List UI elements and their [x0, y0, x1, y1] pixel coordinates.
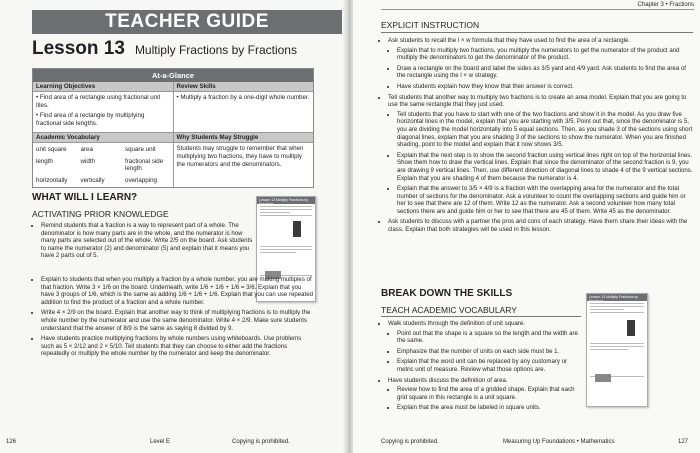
page-number-right: 127	[678, 439, 689, 445]
list-item: • Point out that the shape is a square so the length and the width are the same.	[397, 330, 585, 345]
vocab-term: fractional side length	[125, 158, 164, 172]
vocab-heading: Academic Vocabulary	[33, 133, 173, 143]
page-number-left: 126	[6, 439, 17, 445]
thumbnail-title: Lesson 13 Multiply Fractions by Fractions	[257, 197, 315, 204]
list-item: • Write 4 × 2/9 on the board. Explain that another way to think of multiplying fractions is to multiply the whole number by the numerator and use the same denominator. Write 4 × 2/9. Make sure students understand that the answer of 8/9 is the same as saying 8 divided by 9.	[41, 309, 315, 332]
list-item: • Explain to students that when you multiply a fraction by a whole number, you are making multiples of that fraction. Write 3 × 1/6 on the board. Underneath, write 1/6 + 1/6 + 1/6 = 3/6. Explain that you have 3 groups of 1/6, which is the same as adding 1/6 + 1/6 + 1/6. Explain that you can use repeated addition to find the product of a fraction and a whole number.	[41, 276, 315, 306]
list-item: • Have students explain how they know that their answer is correct.	[397, 83, 695, 91]
section-title: WHAT WILL I LEARN?	[32, 192, 138, 203]
at-a-glance-table	[32, 68, 314, 188]
list-item: • Draw a rectangle on the board and label the sides as 3/5 yard and 4/9 yard. Ask students to find the area of the rectangle using the l × w strategy.	[397, 65, 695, 80]
right-page	[353, 0, 700, 453]
footer-level: Level E	[150, 439, 171, 445]
lesson-topic: Multiply Fractions by Fractions	[134, 43, 297, 57]
review-heading: Review Skills	[174, 82, 314, 92]
objective-item: • Find area of a rectangle using fractional unit tiles.	[36, 94, 161, 109]
left-body	[32, 222, 254, 263]
subsection-title: ACTIVATING PRIOR KNOWLEDGE	[32, 209, 169, 219]
list-item: • Tell students that you have to start with one of the two fractions and show it in the model. As you draw five horizontal lines in the model, explain that you are starting with 3/5. Point out that, since the denominator is 5, you are dividing the model horizontally into 5 equal sections. Then, as you shade 3 of the sections using short diagonal lines, explain that you are shading 3 of the sections to show the numerator. When you are finished shading, point to the model and explain that it now shows 3/5.	[397, 111, 695, 149]
struggle-heading: Why Students May Struggle	[174, 133, 314, 143]
list-item: • Walk students through the definition of unit square. • Point out that the shape is a square so the length and the width are the same. • Emphasize that the number of units on each side must be 1. • Explain that the word unit can be replaced by any customary or metric unit of measure. Review what those options are.	[388, 320, 585, 374]
footer-copyright-left: Copying is prohibited.	[232, 439, 290, 445]
list-item: • Review how to find the area of a gridded shape. Explain that each grid square in this rectangle is a unit square.	[397, 386, 585, 401]
list-item: • Explain that the answer to 3/5 × 4/9 is a fraction with the overlapping area for the numerator and the total number of sections for the denominator. Ask a volunteer to count the overlapping sections and guide him or her to see that there are 12 of them. Write 12 as the numerator. Ask a second volunteer how many total sections there are and guide him or her to see that there are 45 of them. Write 45 as the denominator.	[397, 185, 695, 215]
list-item: • Emphasize that the number of units on each side must be 1.	[397, 348, 585, 356]
left-page	[0, 0, 347, 453]
lesson-title	[32, 38, 297, 60]
teacher-guide-banner: TEACHER GUIDE	[32, 10, 342, 34]
vocab-term: square unit	[125, 146, 156, 153]
list-item: • Ask students to recall the l × w formula that they have used to find the area of a rectangle. • Explain that to multiply two fractions, you multiply the numerators to get the numerator of the product and multiply the denominators to get the denominator of the product. • Draw a rectangle on the board and label the sides as 3/5 yard and 4/9 yard. Ask students to find the area of the rectangle using the l × w strategy. • Have students explain how they know that their answer is correct.	[388, 37, 695, 91]
review-item: • Multiply a fraction by a one-digit whole number.	[176, 94, 310, 101]
list-item: • Explain that the area must be labeled in square units.	[397, 404, 585, 412]
footer-copyright-right: Copying is prohibited.	[381, 439, 439, 445]
explicit-body	[379, 37, 695, 237]
list-item: • Tell students that another way to multiply two fractions is to create an area model. Explain that you are going to use the same rectangle that they just used. • Tell students that you have to start with one of the two fractions and show it in the model. As you draw five horizontal lines in the model, explain that you are starting with 3/5. Point out that, since the denominator is 5, you are dividing the model horizontally into 5 equal sections. Then, as you shade 3 of the sections using short diagonal lines, explain that you are shading 3 of the sections to show the numerator. When you are finished shading, point to the model and explain that it now shows 3/5. • Explain that the next step is to show the second fraction using vertical lines right on top of the horizontal lines. Show them how to draw the vertical lines. Explain that since the denominator of the second fraction is 9, you are drawing 9 vertical lines. Then, use different direction of diagonal lines to shade 4 of the 9 vertical sections. Explain that you are shading 4 of them because the numerator is 4. • Explain that the answer to 3/5 × 4/9 is a fraction with the overlapping area for the numerator and the total number of sections for the denominator. Ask a volunteer to count the overlapping sections and guide him or her to see that there are 12 of them. Write 12 as the numerator. Ask a second volunteer how many total sections there are and guide him or her to see that there are 45 of them. Write 45 as the denominator.	[388, 94, 695, 216]
list-item: • Explain that the next step is to show the second fraction using vertical lines right on top of the horizontal lines. Show them how to draw the vertical lines. Explain that since the denominator of the second fraction is 9, you are drawing 9 vertical lines. Then, use different direction of diagonal lines to shade 4 of the 9 vertical sections. Explain that you are shading 4 of them because the numerator is 4.	[397, 152, 695, 182]
lesson-number: Lesson 13	[32, 38, 125, 59]
objective-item: • Find area of a rectangle by multiplying fractional side lengths.	[36, 112, 145, 127]
explicit-heading: EXPLICIT INSTRUCTION	[381, 20, 480, 30]
vocab-term: area	[80, 146, 93, 153]
left-body-2	[32, 276, 315, 361]
vocab-term: length	[36, 158, 53, 165]
vocab-term: vertically	[80, 177, 105, 184]
list-item: • Have students discuss the definition of area. • Review how to find the area of a gridded shape. Explain that each grid square in this rectangle is a unit square. • Explain that the area must be labeled in square units.	[388, 377, 585, 412]
vocab-term: unit square	[36, 146, 67, 153]
at-a-glance-heading: At-a-Glance	[33, 69, 313, 82]
vocab-body	[379, 320, 585, 415]
vocab-grid	[33, 143, 173, 187]
list-item: • Explain that the word unit can be replaced by any customary or metric unit of measure. Review what those options are.	[397, 358, 585, 373]
teach-heading: TEACH ACADEMIC VOCABULARY	[381, 305, 517, 315]
objectives-heading: Learning Objectives	[33, 82, 173, 92]
list-item: • Have students practice multiplying fractions by whole numbers using whiteboards. Use problems such as 5 × 2/12 and 2 × 5/10. Tell students that they can choose to either add the fractions repeatedly or multiply the whole number by the numerator and keep the denominator.	[41, 335, 315, 358]
list-item: • Ask students to discuss with a partner the pros and cons of each strategy. Have them share their ideas with the class. Explain that both strategies will be used in this lesson.	[388, 218, 695, 233]
list-item: • Explain that to multiply two fractions, you multiply the numerators to get the numerator of the product and multiply the denominators to get the denominator of the product.	[397, 47, 695, 62]
chapter-header: Chapter 3 • Fractions	[637, 2, 694, 8]
student-page-thumbnail	[586, 293, 648, 407]
vocab-term: width	[80, 158, 95, 165]
thumbnail-title: Lesson 13 Multiply Fractions by Fractions	[587, 294, 647, 301]
footer-series: Measuring Up Foundations • Mathematics	[503, 439, 615, 445]
break-heading: BREAK DOWN THE SKILLS	[381, 288, 513, 299]
struggle-text: Students may struggle to remember that when multiplying two fractions, they have to multiply the numerators and the denominators.	[176, 145, 304, 168]
vocab-term: overlapping	[125, 177, 157, 184]
list-item: • Remind students that a fraction is a way to represent part of a whole. The denominator is how many parts are in the whole, and the numerator is how many parts are selected out of the whole. Write 2/5 on the board. Ask students to name the numerator (2) and denominator (5) and explain that it means you have 2 parts out of 5.	[41, 222, 254, 260]
vocab-term: horizontally	[36, 177, 68, 184]
